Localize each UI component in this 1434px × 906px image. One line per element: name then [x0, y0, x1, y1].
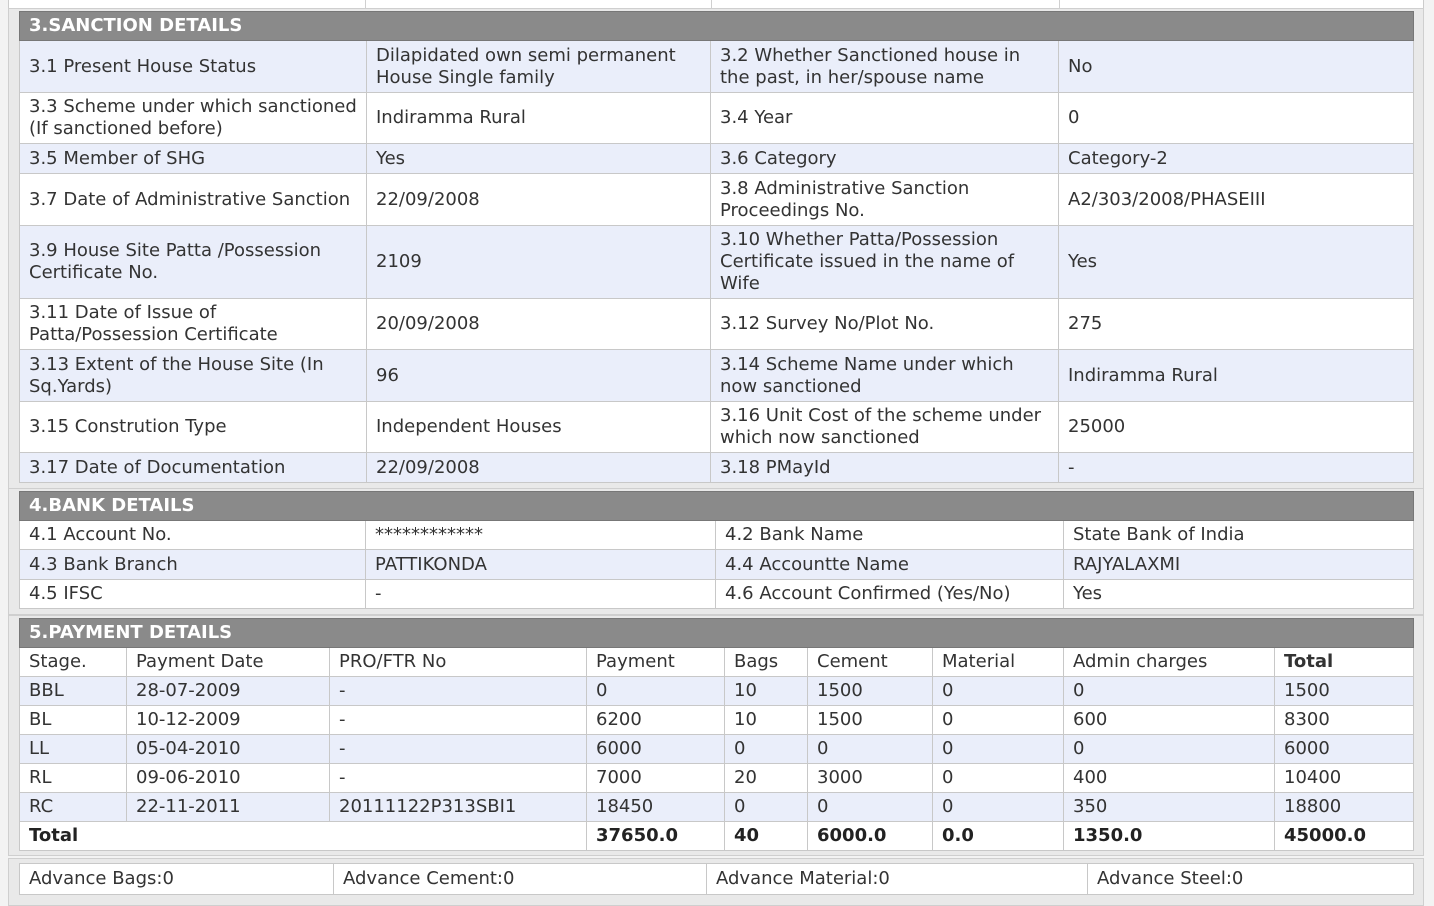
- payment-cell: 0: [933, 735, 1064, 764]
- field-label: 4.5 IFSC: [20, 580, 366, 609]
- field-label: 4.3 Bank Branch: [20, 550, 366, 580]
- payment-cell: 6200: [587, 706, 725, 735]
- payment-row: [20, 706, 1414, 735]
- payment-column-header: Cement: [808, 648, 933, 677]
- field-value: State Bank of India: [1064, 521, 1414, 550]
- payment-cell: -: [330, 735, 587, 764]
- advance-material: Advance Material:0: [707, 864, 1088, 895]
- payment-cell: LL: [20, 735, 127, 764]
- payment-cell: 6000: [1275, 735, 1414, 764]
- payment-cell: 05-04-2010: [127, 735, 330, 764]
- field-value: 0: [1059, 93, 1414, 144]
- payment-cell: 10: [725, 677, 808, 706]
- total-amount: 45000.0: [1275, 822, 1414, 851]
- total-material: 0.0: [933, 822, 1064, 851]
- field-value: 96: [367, 350, 711, 402]
- field-value: ************: [366, 521, 716, 550]
- field-value: Yes: [1059, 226, 1414, 299]
- payment-row: [20, 764, 1414, 793]
- field-value: Category-2: [1059, 144, 1414, 174]
- payment-cell: BL: [20, 706, 127, 735]
- payment-row: [20, 677, 1414, 706]
- payment-cell: 7000: [587, 764, 725, 793]
- payment-cell: 1500: [808, 706, 933, 735]
- payment-header-row: [20, 648, 1414, 677]
- field-label: 3.10 Whether Patta/Possession Certificate issued in the name of Wife: [711, 226, 1059, 299]
- field-value: 22/09/2008: [367, 453, 711, 483]
- payment-cell: 10: [725, 706, 808, 735]
- bank-row: [20, 580, 1414, 609]
- field-label: 3.15 Constrution Type: [20, 402, 367, 453]
- field-value: -: [366, 580, 716, 609]
- payment-cell: 0: [1064, 735, 1275, 764]
- field-label: 4.2 Bank Name: [716, 521, 1064, 550]
- field-value: 20/09/2008: [367, 299, 711, 350]
- field-label: 3.2 Whether Sanctioned house in the past, in her/spouse name: [711, 41, 1059, 93]
- payment-cell: 8300: [1275, 706, 1414, 735]
- sanction-row: [20, 93, 1414, 144]
- top-table-remnant: [8, 0, 1424, 8]
- sanction-row: [20, 144, 1414, 174]
- advance-bags: Advance Bags:0: [20, 864, 334, 895]
- field-value: 2109: [367, 226, 711, 299]
- payment-cell: 0: [933, 764, 1064, 793]
- total-cement: 6000.0: [808, 822, 933, 851]
- payment-cell: BBL: [20, 677, 127, 706]
- field-label: 3.17 Date of Documentation: [20, 453, 367, 483]
- payment-column-header: Payment Date: [127, 648, 330, 677]
- sanction-row: [20, 174, 1414, 226]
- sanction-row: [20, 350, 1414, 402]
- field-label: 4.4 Accountte Name: [716, 550, 1064, 580]
- field-label: 4.6 Account Confirmed (Yes/No): [716, 580, 1064, 609]
- field-label: 3.9 House Site Patta /Possession Certificate No.: [20, 226, 367, 299]
- field-value: Yes: [367, 144, 711, 174]
- payment-cell: 0: [808, 735, 933, 764]
- payment-cell: 0: [933, 677, 1064, 706]
- sanction-row: [20, 299, 1414, 350]
- field-value: Indiramma Rural: [367, 93, 711, 144]
- payment-cell: 400: [1064, 764, 1275, 793]
- field-value: A2/303/2008/PHASEIII: [1059, 174, 1414, 226]
- payment-cell: 28-07-2009: [127, 677, 330, 706]
- field-label: 3.6 Category: [711, 144, 1059, 174]
- payment-cell: 0: [725, 793, 808, 822]
- field-value: Dilapidated own semi permanent House Single family: [367, 41, 711, 93]
- payment-cell: 6000: [587, 735, 725, 764]
- field-value: RAJYALAXMI: [1064, 550, 1414, 580]
- advance-panel: [8, 858, 1424, 906]
- payment-cell: 18800: [1275, 793, 1414, 822]
- payment-cell: 0: [1064, 677, 1275, 706]
- sanction-row: [20, 226, 1414, 299]
- advance-table: [19, 863, 1414, 895]
- bank-details-table: [19, 491, 1414, 609]
- payment-cell: 0: [933, 793, 1064, 822]
- total-admin: 1350.0: [1064, 822, 1275, 851]
- field-label: 4.1 Account No.: [20, 521, 366, 550]
- payment-column-header: PRO/FTR No: [330, 648, 587, 677]
- field-label: 3.18 PMayId: [711, 453, 1059, 483]
- payment-details-table: [19, 618, 1414, 851]
- payment-cell: 09-06-2010: [127, 764, 330, 793]
- payment-cell: -: [330, 677, 587, 706]
- payment-cell: 20111122P313SBI1: [330, 793, 587, 822]
- field-value: 25000: [1059, 402, 1414, 453]
- sanction-details-table: [19, 11, 1414, 483]
- payment-column-header: Payment: [587, 648, 725, 677]
- advance-cement: Advance Cement:0: [334, 864, 707, 895]
- total-bags: 40: [725, 822, 808, 851]
- field-value: 275: [1059, 299, 1414, 350]
- field-value: Yes: [1064, 580, 1414, 609]
- payment-cell: 600: [1064, 706, 1275, 735]
- bank-row: [20, 521, 1414, 550]
- field-label: 3.1 Present House Status: [20, 41, 367, 93]
- payment-total-row: [20, 822, 1414, 851]
- field-label: 3.13 Extent of the House Site (In Sq.Yards): [20, 350, 367, 402]
- payment-cell: 18450: [587, 793, 725, 822]
- advance-steel: Advance Steel:0: [1088, 864, 1414, 895]
- field-value: -: [1059, 453, 1414, 483]
- field-value: 22/09/2008: [367, 174, 711, 226]
- field-value: No: [1059, 41, 1414, 93]
- total-payment: 37650.0: [587, 822, 725, 851]
- field-label: 3.14 Scheme Name under which now sanctioned: [711, 350, 1059, 402]
- payment-cell: 1500: [808, 677, 933, 706]
- payment-cell: 0: [587, 677, 725, 706]
- field-label: 3.11 Date of Issue of Patta/Possession Certificate: [20, 299, 367, 350]
- payment-cell: 20: [725, 764, 808, 793]
- field-value: Independent Houses: [367, 402, 711, 453]
- field-value: PATTIKONDA: [366, 550, 716, 580]
- sanction-details-title: 3.SANCTION DETAILS: [20, 12, 1414, 41]
- payment-cell: 0: [933, 706, 1064, 735]
- payment-column-header: Bags: [725, 648, 808, 677]
- field-value: Indiramma Rural: [1059, 350, 1414, 402]
- payment-details-panel: [8, 615, 1424, 856]
- payment-column-header: Stage.: [20, 648, 127, 677]
- bank-details-title: 4.BANK DETAILS: [20, 492, 1414, 521]
- field-label: 3.8 Administrative Sanction Proceedings No.: [711, 174, 1059, 226]
- field-label: 3.4 Year: [711, 93, 1059, 144]
- payment-cell: 1500: [1275, 677, 1414, 706]
- field-label: 3.16 Unit Cost of the scheme under which now sanctioned: [711, 402, 1059, 453]
- payment-cell: RL: [20, 764, 127, 793]
- bank-row: [20, 550, 1414, 580]
- payment-cell: 350: [1064, 793, 1275, 822]
- payment-details-title: 5.PAYMENT DETAILS: [20, 619, 1414, 648]
- payment-cell: 22-11-2011: [127, 793, 330, 822]
- field-label: 3.5 Member of SHG: [20, 144, 367, 174]
- payment-cell: 3000: [808, 764, 933, 793]
- bank-details-panel: [8, 488, 1424, 615]
- payment-cell: 0: [808, 793, 933, 822]
- payment-cell: -: [330, 706, 587, 735]
- sanction-row: [20, 402, 1414, 453]
- payment-column-header: Admin charges: [1064, 648, 1275, 677]
- field-label: 3.7 Date of Administrative Sanction: [20, 174, 367, 226]
- payment-cell: 10-12-2009: [127, 706, 330, 735]
- payment-cell: 10400: [1275, 764, 1414, 793]
- payment-cell: -: [330, 764, 587, 793]
- payment-row: [20, 735, 1414, 764]
- payment-column-header: Material: [933, 648, 1064, 677]
- total-label: Total: [20, 822, 587, 851]
- sanction-details-panel: [8, 8, 1424, 490]
- payment-cell: 0: [725, 735, 808, 764]
- payment-cell: RC: [20, 793, 127, 822]
- payment-column-header: Total: [1275, 648, 1414, 677]
- field-label: 3.12 Survey No/Plot No.: [711, 299, 1059, 350]
- sanction-row: [20, 453, 1414, 483]
- payment-row: [20, 793, 1414, 822]
- sanction-row: [20, 41, 1414, 93]
- field-label: 3.3 Scheme under which sanctioned (If sanctioned before): [20, 93, 367, 144]
